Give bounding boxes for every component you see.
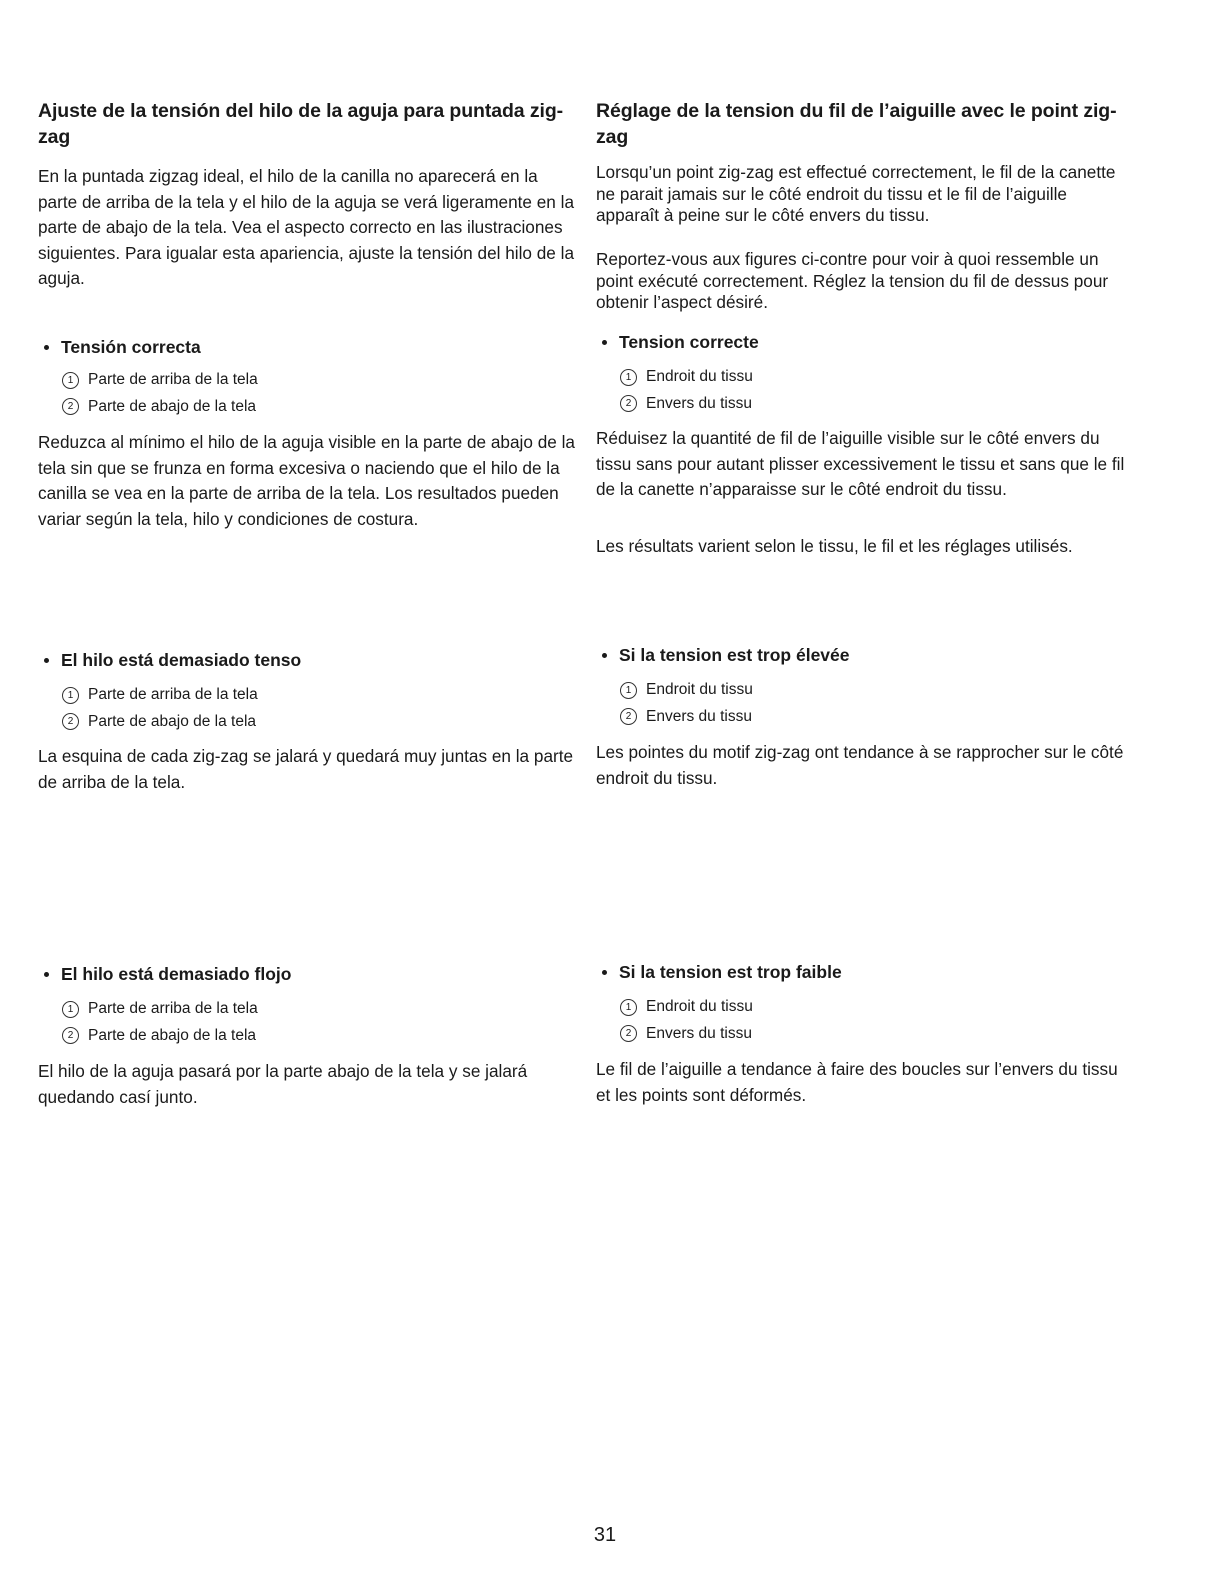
legend-item: 2 Parte de abajo de la tela (62, 1023, 578, 1050)
circled-number-icon: 1 (620, 682, 637, 699)
bullet-icon (44, 658, 49, 663)
french-title: Réglage de la tension du fil de l’aiguille avec le point zig-zag (596, 100, 1117, 148)
circled-number-icon: 1 (62, 687, 79, 704)
french-legend (596, 364, 1126, 417)
spanish-legend (38, 996, 578, 1049)
legend-item: 1 Endroit du tissu (620, 994, 1126, 1021)
circled-number-icon: 2 (620, 1025, 637, 1042)
circled-number-icon: 1 (62, 372, 79, 389)
circled-number-icon: 1 (620, 999, 637, 1016)
spanish-section-loose (38, 962, 578, 1049)
french-section-heading: Si la tension est trop élevée (596, 643, 1126, 667)
spanish-section-tight (38, 648, 578, 735)
legend-item: 1 Parte de arriba de la tela (62, 996, 578, 1023)
french-section-high (596, 643, 1126, 730)
spanish-section-correct (38, 335, 578, 420)
spanish-section-text: Reduzca al mínimo el hilo de la aguja visible en la parte de abajo de la tela sin que se frunza en forma excesiva o naciendo que el hilo de la canilla se vea en la parte de arriba de la tela. Los resultados pueden variar según la tela, hilo y condiciones de costura. (38, 432, 575, 529)
bullet-icon (602, 970, 607, 975)
french-section-heading: Tension correcte (596, 330, 1126, 354)
spanish-section-heading: El hilo está demasiado tenso (38, 648, 578, 672)
legend-item: 1 Parte de arriba de la tela (62, 367, 578, 394)
legend-item: 1 Endroit du tissu (620, 364, 1126, 391)
french-intro-2: Reportez-vous aux figures ci-contre pour voir à quoi ressemble un point exécuté correctement. Réglez la tension du fil de dessus pour obtenir l’aspect désiré. (596, 249, 1109, 313)
spanish-title: Ajuste de la tensión del hilo de la aguja para puntada zig-zag (38, 100, 564, 148)
legend-item: 2 Envers du tissu (620, 391, 1126, 418)
spanish-section-heading: El hilo está demasiado flojo (38, 962, 578, 986)
circled-number-icon: 1 (620, 369, 637, 386)
legend-item: 1 Parte de arriba de la tela (62, 682, 578, 709)
spanish-intro: En la puntada zigzag ideal, el hilo de la canilla no aparecerá en la parte de arriba de la tela y el hilo de la aguja se verá ligeramente en la parte de abajo de la tela. Vea el aspecto correcto en las ilustraciones siguientes. Para igualar esta apariencia, ajuste la tensión del hilo de la aguja. (38, 166, 575, 288)
circled-number-icon: 2 (620, 395, 637, 412)
french-section-correct (596, 330, 1126, 417)
circled-number-icon: 1 (62, 1001, 79, 1018)
spanish-legend (38, 367, 578, 420)
circled-number-icon: 2 (62, 398, 79, 415)
french-section-text: Le fil de l’aiguille a tendance à faire des boucles sur l’envers du tissu et les points sont déformés. (596, 1059, 1118, 1105)
spanish-section-heading: Tensión correcta (38, 335, 578, 359)
legend-item: 1 Endroit du tissu (620, 677, 1126, 704)
french-section-text: Réduisez la quantité de fil de l’aiguille visible sur le côté envers du tissu sans pour autant plisser excessivement le tissu et sans que le fil de la canette n’apparaisse sur le côté endroit du tissu. (596, 428, 1125, 499)
bullet-icon (602, 653, 607, 658)
french-section-text: Les pointes du motif zig-zag ont tendance à se rapprocher sur le côté endroit du tissu. (596, 742, 1124, 788)
circled-number-icon: 2 (620, 708, 637, 725)
bullet-icon (602, 340, 607, 345)
legend-item: 2 Parte de abajo de la tela (62, 394, 578, 421)
french-section-low (596, 960, 1126, 1047)
bullet-icon (44, 972, 49, 977)
french-section-heading: Si la tension est trop faible (596, 960, 1126, 984)
spanish-section-text: El hilo de la aguja pasará por la parte abajo de la tela y se jalará quedando casí junto. (38, 1061, 528, 1107)
french-legend (596, 677, 1126, 730)
legend-item: 2 Envers du tissu (620, 1021, 1126, 1048)
page-number: 31 (593, 1524, 617, 1546)
french-section-text-2: Les résultats varient selon le tissu, le fil et les réglages utilisés. (596, 536, 1073, 556)
legend-item: 2 Parte de abajo de la tela (62, 709, 578, 736)
french-intro: Lorsqu’un point zig-zag est effectué correctement, le fil de la canette ne parait jamais sur le côté endroit du tissu et le fil de l’aiguille apparaît à peine sur le côté envers du tissu. (596, 162, 1116, 226)
legend-item: 2 Envers du tissu (620, 704, 1126, 731)
bullet-icon (44, 345, 49, 350)
circled-number-icon: 2 (62, 1027, 79, 1044)
french-legend (596, 994, 1126, 1047)
circled-number-icon: 2 (62, 713, 79, 730)
spanish-legend (38, 682, 578, 735)
spanish-section-text: La esquina de cada zig-zag se jalará y quedará muy juntas en la parte de arriba de la tela. (38, 746, 574, 792)
